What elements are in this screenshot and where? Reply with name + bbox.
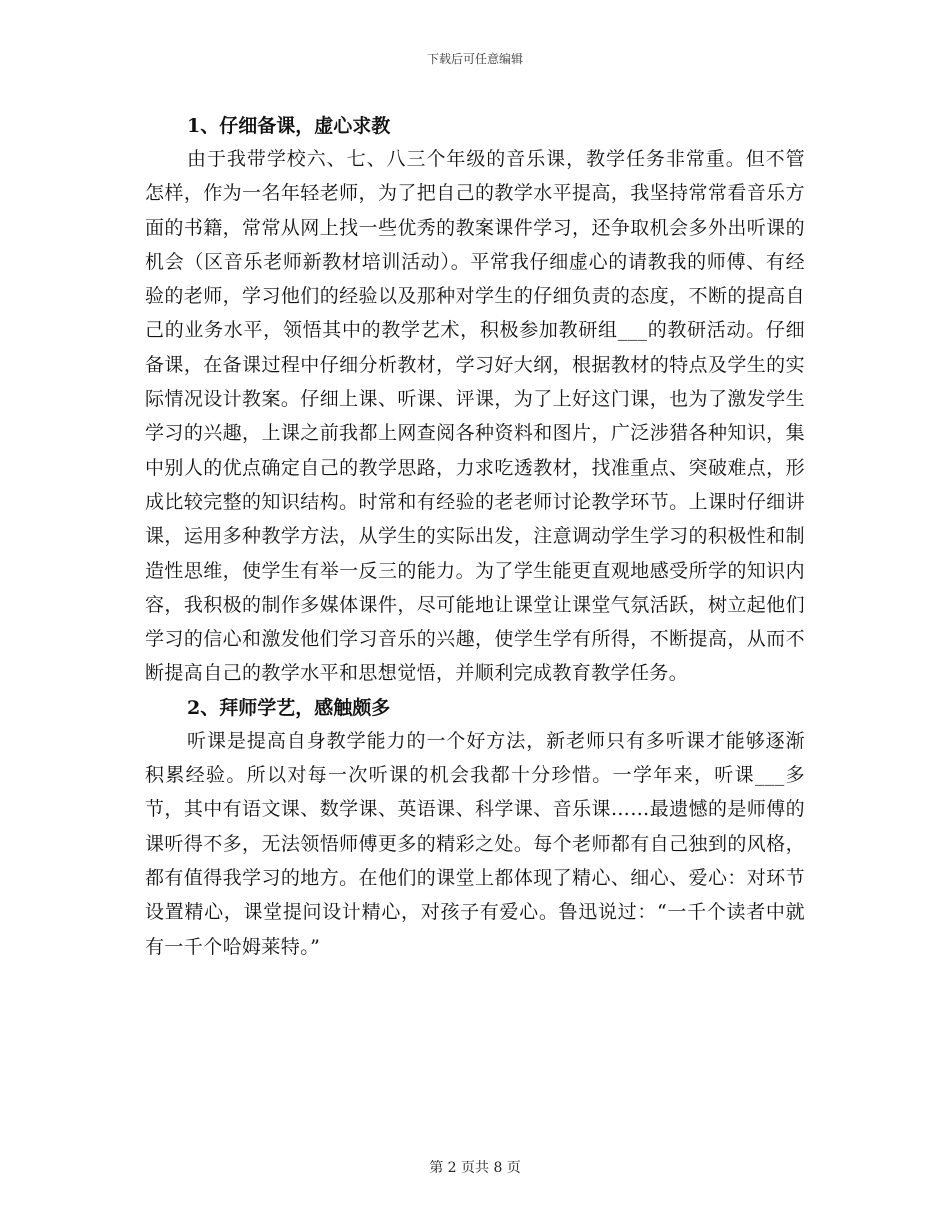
document-body xyxy=(145,111,805,964)
page-header: 下载后可任意编辑 xyxy=(426,52,523,66)
section-paragraph: 由于我带学校六、七、八三个年级的音乐课，教学任务非常重。但不管怎样，作为一名年轻老师，为了把自己的教学水平提高，我坚持常常看音乐方面的书籍，常常从网上找一些优秀的教案课件学习，还争取机会多外出听课的机会（区音乐老师新教材培训活动）。平常我仔细虚心的请教我的师傅、有经验的老师，学习他们的经验以及那种对学生的仔细负责的态度，不断的提高自己的业务水平，领悟其中的教学艺术，积极参加教研组___的教研活动。仔细备课，在备课过程中仔细分析教材，学习好大纲，根据教材的特点及学生的实际情况设计教案。仔细上课、听课、评课，为了上好这门课，也为了激发学生学习的兴趣，上课之前我都上网查阅各种资料和图片，广泛涉猎各种知识，集中别人的优点确定自己的教学思路，力求吃透教材，找准重点、突破难点，形成比较完整的知识结构。时常和有经验的老老师讨论教学环节。上课时仔细讲课，运用多种教学方法，从学生的实际出发，注意调动学生学习的积极性和制造性思维，使学生有举一反三的能力。为了学生能更直观地感受所学的知识内容，我积极的制作多媒体课件，尽可能地让课堂让课堂气氛活跃，树立起他们学习的信心和激发他们学习音乐的兴趣，使学生学有所得，不断提高，从而不断提高自己的教学水平和思想觉悟，并顺利完成教育教学任务。 xyxy=(145,148,805,685)
section-heading: 2、拜师学艺，感触颇多 xyxy=(187,696,391,719)
section-heading: 1、仔细备课，虚心求教 xyxy=(187,115,391,137)
section-paragraph: 听课是提高自身教学能力的一个好方法，新老师只有多听课才能够逐渐积累经验。所以对每一次听课的机会我都十分珍惜。一学年来，听课___多节，其中有语文课、数学课、英语课、科学课、音乐课……最遗憾的是师傅的课听得不多，无法领悟师傅更多的精彩之处。每个老师都有自己独到的风格，都有值得我学习的地方。在他们的课堂上都体现了精心、细心、爱心：对环节设置精心，课堂提问设计精心，对孩子有爱心。鲁迅说过：“一千个读者中就有一千个哈姆莱特。” xyxy=(145,729,805,958)
page-footer: 第 2 页共 8 页 xyxy=(429,1160,521,1176)
